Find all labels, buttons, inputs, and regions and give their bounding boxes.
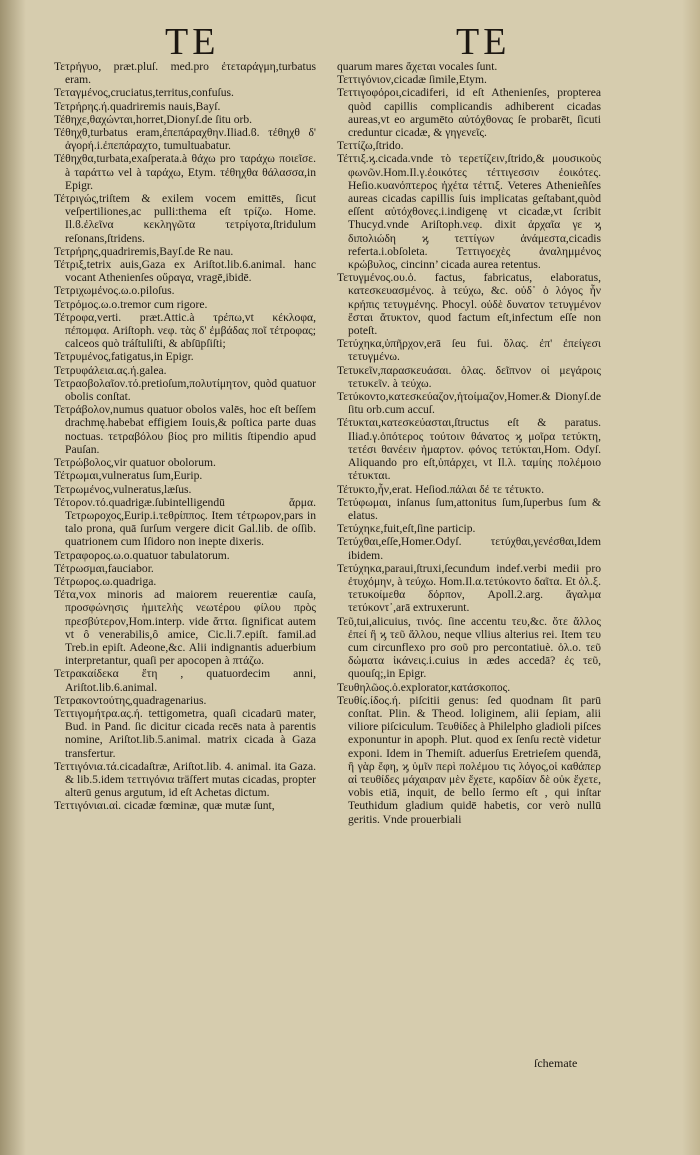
dictionary-entry: Τευθίς.ίδος.ή. piſcitii genus: ſed quodnam ſit parū conſtat. Plin. & Theod. loliginem, alii ſepiam, alii viliore piſciculum. Τευθίδες à Philelpho gladioli piſces exponuntur in apoph. Plut. quod ex ſenſu rectè videtur exponi. Idem in Themiſt. aduerſus Eretrieſem quendā, ἢ γὰρ ἔφη, ϗ ὑμῖν περὶ πολέμου τις λόγος,οἱ καθάπερ αἱ τευθίδες μάχαιραν μὲν ἔχετε, καρδίαν δὲ οὐκ ἔχετε, vobis etiā, inquit, de bello ſermo eſt , qui inſtar Teuthidum gladium quidē habetis, cor verò nullū geritis. Vnde prouerbiali — [337, 693, 601, 826]
dictionary-entry: Τετρακοντούτης,quadragenarius. — [54, 693, 207, 707]
dictionary-entry: Τετυγμένος.ου.ὁ. factus, fabricatus, elaboratus, κατεσκευασμένος. à τεύχω, &c. οὐδ᾽ ὁ λόγος ἦν κρήπις τετυγμένης. Phocyl. οὐδὲ δυνατον τετυγμένον ἔσται ἄτυκτον, quod factum eſt,infectum eſſe non poteſt. — [337, 271, 601, 338]
dictionary-entry: Τεττίζω,ſtrido. — [337, 139, 404, 153]
dictionary-entry: Τεττιγόνιαι.αἱ. cicadæ fœminæ, quæ mutæ ſunt, — [54, 799, 275, 813]
dictionary-entry: Τετριχωμένος.ω.ο.piloſus. — [54, 284, 175, 298]
dictionary-entry: Τέτα,vox minoris ad maiorem reuerentiæ cauſa, προσφώνησις ἡμιτελὴς νεωτέρου φίλου πρὸς πρεσβύτερον,Hom.interp. vide ἄττα. ſignificat autem vt ô venerabilis,ô amice, Cic.li.7.epiſt. famil.ad Treb.in epiſt. Adeone,&c. Alii indignantis aduerbium interpretantur, quaſi per apocopen à πτάζω. — [54, 588, 316, 668]
dictionary-entry: Τετρυφάλεια.ας.ή.galea. — [54, 363, 167, 377]
left-column — [54, 60, 316, 813]
right-column — [337, 60, 601, 826]
dictionary-entry: Τετύχηκε,fuit,eſt,ſine particip. — [337, 522, 476, 536]
dictionary-entry: Τευθηλῶος.ὁ.explorator,κατάσκοπος. — [337, 680, 511, 694]
dictionary-entry: Τεττιγόνια.τά.cicadaſtræ, Ariſtot.lib. 4. animal. ita Gaza. & lib.5.idem τεττιγόνια träſfert mutas cicadas, propter alterū genus argutum, id eſt Achetas dictum. — [54, 759, 316, 800]
dictionary-entry: Τετύχηκα,ὑπῆρχον,erā ſeu fui. ὅλας. ἐπ' ἐπείγεσι τετυγμένω. — [337, 337, 601, 364]
dictionary-entry: Τέτορον.τό.quadrigæ.ſubintelligendū ἅρμα. Τετρωροχος,Eurip.i.τεθρίππος. Item τέτρωρον,pars in talo prona, quā ſurſum vergere dicit Gal.lib. de oſſib. quatrionem cum Iſidoro non inepte dixeris. — [54, 495, 316, 549]
dictionary-entry: Τέτριξ,tetrix auis,Gaza ex Ariſtot.lib.6.animal. hanc vocant Athenienſes οὔραγα, vragē,ibidē. — [54, 258, 316, 285]
dictionary-entry: Τέθηχθα,turbata,exaſperata.à θάχω pro ταράχω ποιεῖσε. à ταράττω vel à ταράχω, Etym. τέθηχθα θάλασσα,in Epigr. — [54, 152, 316, 192]
dictionary-entry: Τετυκεῖν,παρασκευάσαι. ὁλας. δεῖπνον οἱ μεγάροις τετυκεῖν. à τεύχω. — [337, 363, 601, 390]
dictionary-entry: Τέτρωμαι,vulneratus ſum,Eurip. — [54, 469, 203, 483]
dictionary-entry: Τετύχθαι,eſſe,Homer.Odyſ. τετύχθαι,γενέσθαι,Idem ibidem. — [337, 535, 601, 562]
dictionary-entry: Τετρήρης.ή.quadriremis nauis,Bayſ. — [54, 99, 221, 113]
dictionary-entry: quarum mares ἄχεται vocales ſunt. — [337, 60, 498, 73]
dictionary-entry: Τέτρωσμαι,fauciabor. — [54, 561, 154, 575]
dictionary-entry: Τετύφωμαι, inſanus ſum,attonitus ſum,ſuperbus ſum & elatus. — [337, 495, 601, 522]
dictionary-entry: Τέτροφα,verti. præt.Attic.à τρέπω,vt κέκλοφα, πέπομφα. Ariſtoph. νεφ. τὰς δ' ἐμβάδας ποῖ τέτροφας; calceos quò tráſtuliſti, & abſūpſiſti; — [54, 310, 316, 351]
catchword: ſchemate — [534, 1056, 578, 1070]
dictionary-entry: Τέττιξ.ϗ.cicada.vnde τὸ τερετίζειν,ſtrido,& μουσικοὺς φωνῶν.Hom.Il.γ.ἐοικότες τέττιγεσσιν ἐοικότες. Heſio.κυανόπτερος ἠχέτα τέττιξ. Veteres Athenieñſes aureas cicadas capillis ſuis implicatas geſtabant,quòd eſſent αὐτόχθονες.i.indigenę vt cicadæ,vt ſcribit Thucyd.vnde Ariſtoph.νεφ. dixit ἀρχαῖα γε ϗ διπολιώδη ϗ τεττίγων ἀνάμεστα,cicadis referta.i.obſoleta. Τεττιγοεχὲς ἀναλημμένος κρώβυλος, cincinn’ cicada aurea retentus. — [337, 152, 601, 272]
dictionary-entry: Τεῦ,tui,alicuius, τινός. ſine accentu τευ,&c. ὅτε ἄλλος ἐπεί ἢ ϗ τεῦ ἄλλου, neque vllius alterius rei. Item τευ cum circunflexo pro σοῦ pro percontatiuè. ὁλ.ο. τεῦ δώματα ἱκάνεις.i.cuius in ædes accedā? ἐς τεῦ, quouſq;,in Epigr. — [337, 614, 601, 681]
running-header-left: TE — [165, 21, 220, 63]
dictionary-entry: Τετρωμένος,vulneratus,læſus. — [54, 482, 192, 496]
dictionary-entry: Τετρήρης,quadriremis,Bayſ.de Re nau. — [54, 244, 234, 258]
dictionary-entry: Τετρακαίδεκα ἔτη , quatuordecim anni, Ariſtot.lib.6.animal. — [54, 667, 316, 694]
dictionary-entry: Τέθηχε,θαχώνται,horret,Dionyſ.de ſitu orb. — [54, 112, 253, 126]
dictionary-entry: Τετράβολον,numus quatuor obolos valēs, hoc eſt beſſem drachmę.habebat effigiem Iouis,& poſtica parte duas noctuas. τετραβόλου βίος pro militis ſtipendio apud Pauſan. — [54, 403, 316, 456]
dictionary-entry: Τεταγμένος,cruciatus,territus,confuſus. — [54, 86, 234, 100]
dictionary-entry: Τεττιγοφόροι,cicadiferi, id eſt Athenienſes, propterea quòd capillis complicandis adhiberent cicadas aureas,vt eo argumēto αὐτόχθονας ſe probarēt, ſicuti creduntur cicadæ, & γηγενεῖς. — [337, 86, 601, 140]
running-header-right: TE — [456, 21, 511, 63]
dictionary-entry: Τετρόμος.ω.ο.tremor cum rigore. — [54, 297, 208, 311]
dictionary-entry: Τετραφορος.ω.ο.quatuor tabulatorum. — [54, 548, 230, 562]
dictionary-entry: Τετρήγυο, præt.pluſ. med.pro ἐτεταράγμη,turbatus eram. — [54, 60, 316, 87]
page-gutter-shadow — [0, 0, 26, 1155]
dictionary-entry: Τετρώβολος,vir quatuor obolorum. — [54, 456, 216, 470]
page-edge — [682, 0, 700, 1155]
dictionary-entry: Τέτυκτο,ἦν,erat. Heſiod.πάλαι δέ τε τέτυκτο. — [337, 482, 544, 496]
dictionary-entry: Τεττιγομήτρα.ας.ή. tettigometra, quaſi cicadarū mater, Bud. in Pand. ſic dicitur cicada recēs nata à parentis nomine, Ariſtot.lib.5.animal. matrix cicada à Gaza transfertur. — [54, 706, 316, 760]
dictionary-entry: Τέτριγώς,triſtem & exilem vocem emittēs, ſicut veſpertiliones,ac pulli:thema eſt τρίζω. Home. Il.ϐ.ἐλεῖνα κεκληγῶτα τετρίγοτα,ſtridulum reſonans,ſtridens. — [54, 192, 316, 245]
dictionary-entry: Τέτρωρος.ω.quadriga. — [54, 574, 157, 588]
dictionary-entry: Τέθηχθ,turbatus eram,ἐπεπάραχθην.Iliad.ϐ. τέθηχθ δ' ἀγορή.i.ἐπεπάραχτο, tumultuabatur. — [54, 126, 316, 153]
dictionary-entry: Τεττιγόνιον,cicadæ ſimile,Etym. — [337, 73, 487, 87]
dictionary-entry: Τετύκοντο,κατεσκεύαζον,ἡτοίμαζον,Homer.& Dionyſ.de ſitu orb.cum accuſ. — [337, 390, 601, 417]
dictionary-entry: Τέτυκται,κατεσκεύασται,ſtructus eſt & paratus. Iliad.γ.ὁπότερος τούτοιν θάνατος ϗ μοῖρα τετύκτη, τετέσι θανέειν ἡμαρτον. φόνος τετύκται,Hom. Odyſ. Aliquando pro eſt,ὑπάρχει, vt Il.λ. ταμίης πολέμοιο τέτυκται. — [337, 416, 601, 483]
dictionary-entry: Τετραοβολαῖον.τό.pretioſum,πολυτίμητον, quòd quatuor obolis conſtat. — [54, 376, 316, 404]
dictionary-entry: Τετρυμένος,fatigatus,in Epigr. — [54, 350, 194, 364]
dictionary-entry: Τετύχηκα,paraui,ſtruxi,ſecundum indef.verbi medii pro ἐτυχόμην, à τεύχω. Hom.Il.α.τετύκοντο δαῖτα. Et ὁλ.ξ. τετυκοίμεθα δόρπον, Apoll.2.arg. ἄγαλμα τετύκοντ᾽,arā extruxerunt. — [337, 561, 601, 615]
